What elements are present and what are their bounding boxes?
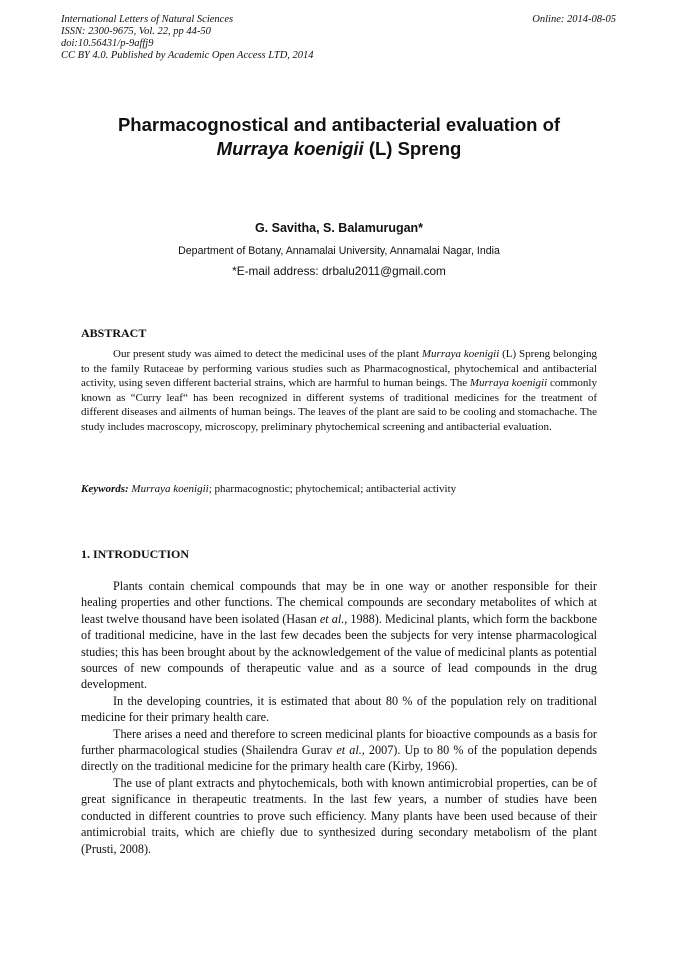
doi-line: doi:10.56431/p-9affj9 (61, 38, 154, 49)
intro-paragraph-4: The use of plant extracts and phytochemicals, both with known antimicrobial properties, can be of great significance in therapeutic treatments. In the last few years, a number of studies have been conducted in different countries to prove such efficiency. Many plants have been used because of their antimicrobial traits, which are chiefly due to synthesized during secondary metabolism of the plant (Prusti, 2008). (81, 775, 597, 856)
keywords-rest: ; pharmacognostic; phytochemical; antibacterial activity (208, 483, 457, 495)
abstract-heading: ABSTRACT (81, 326, 147, 340)
title-suffix: (L) Spreng (363, 138, 462, 159)
abstract-body (81, 347, 597, 435)
title-line-2 (60, 137, 618, 161)
intro-p3-text-b: 2007). Up to 80 % of the population depends directly on the traditional medicine for the primary health care (Kirby, 1966). (81, 743, 597, 774)
intro-paragraph-2: In the developing countries, it is estimated that about 80 % of the population rely on traditional medicine for their primary health care. (81, 693, 597, 725)
journal-header (61, 14, 314, 62)
abstract-text-c: commonly known as “Curry leaf“ has been recognized in different systems of traditional medicines for the treatment of different diseases and ailments of human beings. The leaves of the plant are said to be cooling and stomachache. The study includes macroscopy, microscopy, preliminary phytochemical screening and antibacterial evaluation. (81, 377, 597, 433)
keywords-species: Murraya koenigii (131, 483, 209, 495)
journal-name: International Letters of Natural Sciences (61, 14, 234, 25)
intro-p3-etal: et al., (336, 743, 365, 758)
issn-line: ISSN: 2300-9675, Vol. 22, pp 44-50 (61, 26, 211, 37)
abstract-paragraph (81, 347, 597, 435)
intro-p3-text-a: There arises a need and therefore to screen medicinal plants for bioactive compounds as a basis for further pharmacological studies (Shailendra Gurav (81, 726, 597, 758)
introduction-body (81, 578, 597, 857)
intro-paragraph-3 (81, 726, 597, 775)
paper-title (60, 113, 618, 161)
abstract-species-2: Murraya koenigii (469, 377, 548, 390)
keywords-label: Keywords (81, 483, 125, 495)
abstract-text-b: (L) Spreng belonging to the family Rutaceae by performing various studies such as Pharmacognostical, phytochemical and antibacterial activity, using seven different bacterial strains, which are harmful to human beings. The (81, 348, 598, 390)
intro-paragraph-1 (81, 578, 597, 693)
title-line-1: Pharmacognostical and antibacterial evaluation of (117, 114, 561, 135)
title-species: Murraya koenigii (216, 138, 364, 159)
intro-p1-text-b: 1988). Medicinal plants, which form the backbone of traditional medicine, have in the last few decades been the subjects for very intense pharmacological studies; this has been brought about by the acknowledgement of the value of medicinal plants as potential sources of new compounds of therapeutic value and as a source of lead compounds in the drug development. (81, 611, 597, 692)
introduction-heading: 1. INTRODUCTION (81, 547, 190, 561)
abstract-species: Murraya koenigii (421, 348, 500, 360)
intro-p1-etal: et al., (319, 611, 348, 626)
license-line: CC BY 4.0. Published by Academic Open Access LTD, 2014 (61, 50, 314, 61)
email-address: *E-mail address: drbalu2011@gmail.com (232, 264, 446, 278)
affiliation: Department of Botany, Annamalai University, Annamalai Nagar, India (178, 245, 500, 257)
intro-p1-text-a: Plants contain chemical compounds that may be in one way or another responsible for their healing properties and other functions. The chemical compounds are secondary metabolites of which at least twelve thousand have been isolated (Hasan (81, 579, 597, 626)
abstract-text-a: Our present study was aimed to detect the medicinal uses of the plant (113, 348, 422, 360)
authors: G. Savitha, S. Balamurugan* (254, 221, 424, 235)
online-date: Online: 2014-08-05 (532, 14, 616, 25)
keywords-line: Keywords: Murraya koenigii; pharmacognostic; phytochemical; antibacterial activity (81, 483, 457, 495)
